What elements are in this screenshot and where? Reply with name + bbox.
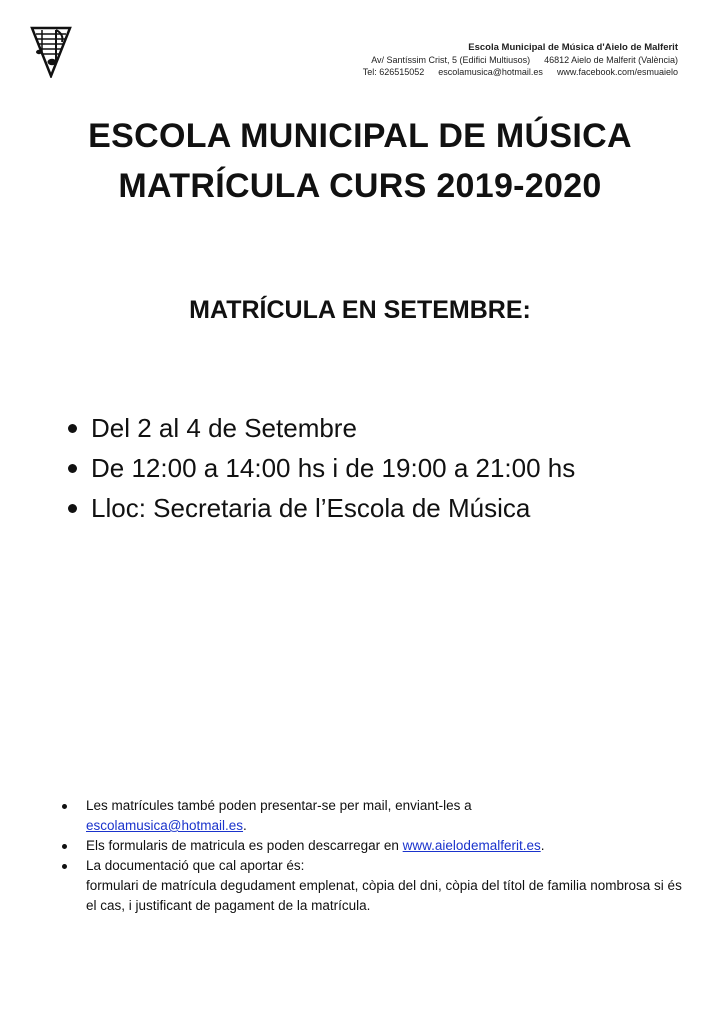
list-item-dates: [60, 408, 680, 448]
list-item-text: Del 2 al 4 de Setembre: [91, 413, 357, 443]
page-title-line1: ESCOLA MUNICIPAL DE MÚSICA: [88, 117, 632, 155]
email-link[interactable]: escolamusica@hotmail.es: [86, 818, 244, 833]
page-title-line2: MATRÍCULA CURS 2019-2020: [118, 167, 602, 205]
note-email: [62, 796, 682, 836]
website-link[interactable]: www.aielodemalferit.es: [402, 838, 541, 853]
list-item-text: Lloc: Secretaria de l’Escola de Música: [91, 493, 531, 523]
bullet-icon: [68, 464, 77, 473]
enrollment-details-list: [60, 408, 680, 528]
note-text: La documentació que cal aportar és:: [86, 858, 305, 873]
bullet-icon: [62, 804, 67, 809]
bullet-icon: [62, 844, 67, 849]
school-email[interactable]: escolamusica@hotmail.es: [438, 67, 543, 77]
note-text: Les matrícules també poden presentar-se per mail, enviant-les a: [86, 798, 472, 813]
list-item-text: De 12:00 a 14:00 hs i de 19:00 a 21:00 hs: [91, 453, 576, 483]
notes-list: [62, 796, 682, 916]
note-punctuation: .: [243, 818, 247, 833]
school-logo: [30, 22, 74, 78]
note-text: Els formularis de matricula es poden descarregar en: [86, 838, 403, 853]
list-item-place: [60, 488, 680, 528]
school-facebook[interactable]: www.facebook.com/esmuaielo: [556, 67, 678, 77]
note-documents: [62, 856, 682, 916]
school-name: Escola Municipal de Música d'Aielo de Malferit: [468, 42, 678, 53]
section-subtitle: MATRÍCULA EN SETEMBRE:: [189, 296, 531, 324]
list-item-hours: [60, 448, 680, 488]
school-city: 46812 Aielo de Malferit (València): [544, 55, 678, 65]
school-address: Av/ Santíssim Crist, 5 (Edifici Multiusos): [371, 55, 531, 65]
bullet-icon: [68, 424, 77, 433]
note-punctuation: .: [540, 838, 545, 853]
note-detail: formulari de matrícula degudament emplenat, còpia del dni, còpia del títol de familia nombrosa si és el cas, i justificant de pagament de la matrícula.: [86, 878, 682, 913]
school-phone: Tel: 626515052: [362, 67, 425, 77]
bullet-icon: [62, 864, 67, 869]
note-forms: [62, 836, 682, 856]
school-contact-header: [363, 42, 678, 78]
bullet-icon: [68, 504, 77, 513]
